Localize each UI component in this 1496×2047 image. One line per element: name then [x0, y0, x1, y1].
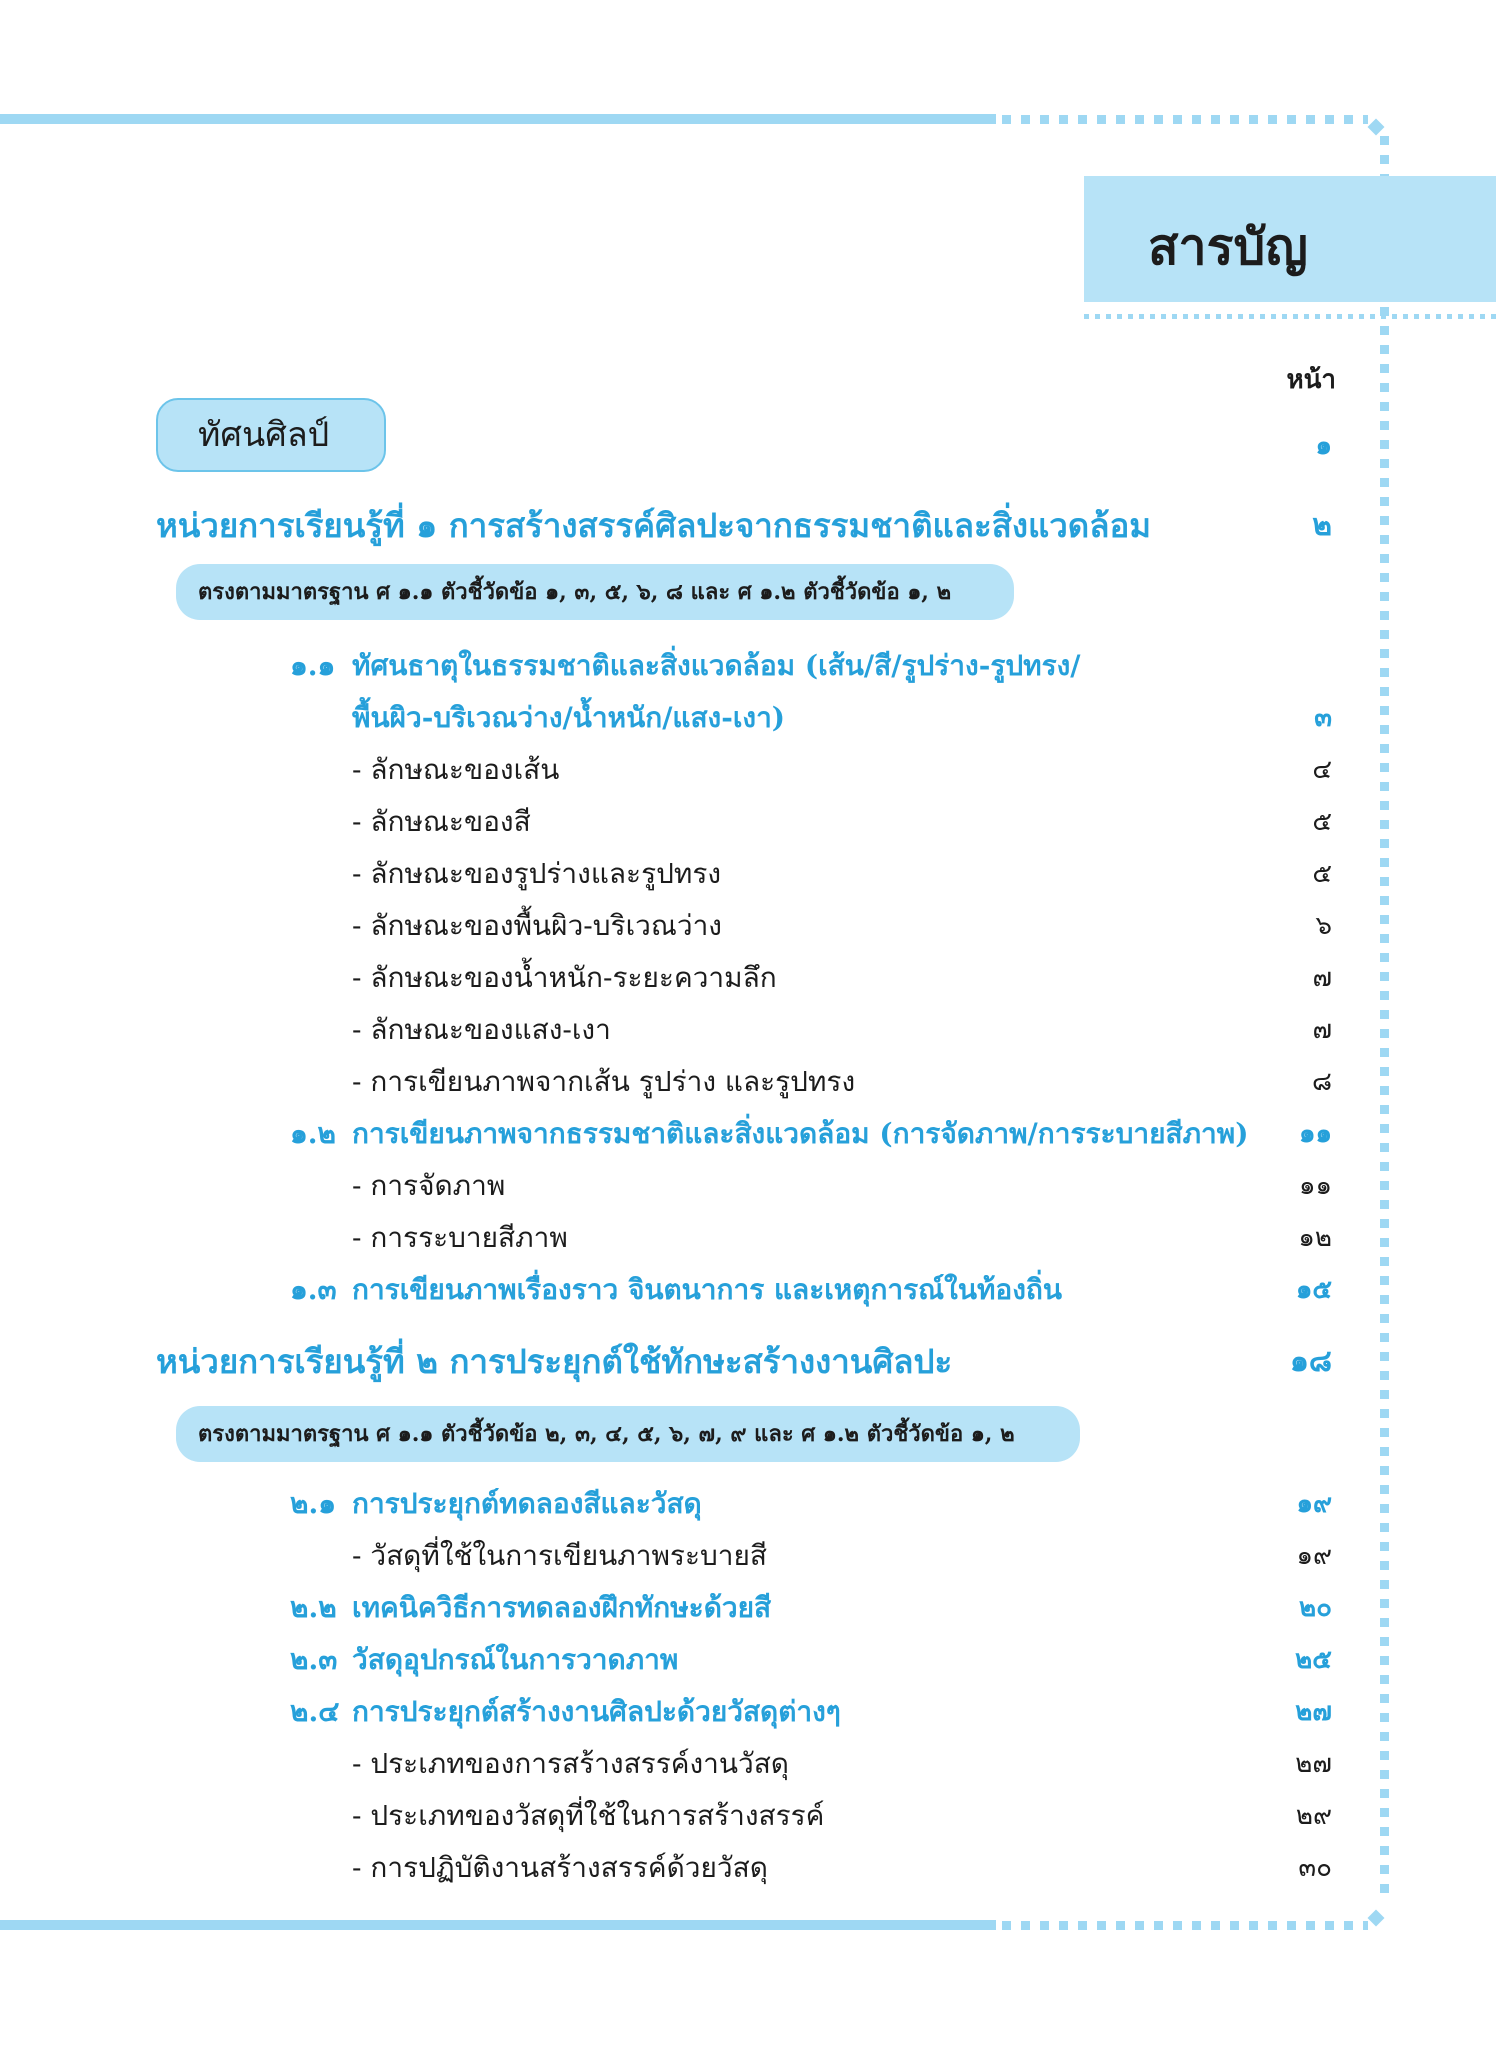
- top-border-bar: [0, 114, 996, 124]
- subsection-2-3-page: ๒๕: [1295, 1645, 1332, 1675]
- top-corner-marker: [1368, 119, 1385, 136]
- list-item-page: ๖: [1315, 911, 1332, 941]
- list-item[interactable]: - การจัดภาพ: [352, 1169, 506, 1202]
- bottom-corner-marker: [1368, 1910, 1385, 1927]
- list-item[interactable]: - ลักษณะของรูปร่างและรูปทรง: [352, 857, 722, 890]
- list-item-page: ๗: [1312, 963, 1332, 993]
- unit-1-page: ๒: [1312, 508, 1332, 543]
- subsection-1-1-page: ๓: [1314, 703, 1332, 733]
- subsection-number: ๒.๒: [290, 1591, 337, 1624]
- list-item[interactable]: - ลักษณะของเส้น: [352, 753, 560, 786]
- subsection-number: ๒.๔: [290, 1695, 340, 1728]
- list-item-page: ๑๒: [1298, 1223, 1332, 1253]
- page-title: สารบัญ: [1148, 218, 1308, 276]
- section-page: ๑: [1315, 431, 1332, 461]
- subsection-2-2-page: ๒๐: [1298, 1593, 1332, 1623]
- list-item[interactable]: - ลักษณะของพื้นผิว-บริเวณว่าง: [352, 909, 722, 942]
- list-item[interactable]: - ประเภทของการสร้างสรรค์งานวัสดุ: [352, 1747, 789, 1780]
- list-item[interactable]: - ลักษณะของแสง-เงา: [352, 1013, 611, 1046]
- list-item-page: ๒๙: [1295, 1801, 1332, 1831]
- subsection-1-2-page: ๑๑: [1298, 1119, 1332, 1149]
- subsection-2-4-title[interactable]: การประยุกต์สร้างงานศิลปะด้วยวัสดุต่างๆ: [352, 1695, 841, 1728]
- bottom-border-bar: [0, 1920, 996, 1930]
- list-item[interactable]: - การระบายสีภาพ: [352, 1221, 568, 1254]
- subsection-2-2-title[interactable]: เทคนิควิธีการทดลองฝึกทักษะด้วยสี: [352, 1591, 772, 1624]
- subsection-1-2-title[interactable]: การเขียนภาพจากธรรมชาติและสิ่งแวดล้อม (การจัดภาพ/การระบายสีภาพ): [352, 1117, 1249, 1150]
- list-item[interactable]: - การเขียนภาพจากเส้น รูปร่าง และรูปทรง: [352, 1065, 856, 1098]
- subsection-number: ๑.๓: [290, 1273, 337, 1306]
- list-item-page: ๓๐: [1298, 1853, 1332, 1883]
- subsection-2-1-title[interactable]: การประยุกต์ทดลองสีและวัสดุ: [352, 1487, 702, 1520]
- subsection-number: ๑.๒: [290, 1117, 336, 1150]
- list-item-page: ๕: [1312, 859, 1332, 889]
- top-border-dots: [1002, 115, 1368, 124]
- section-label: ทัศนศิลป์: [198, 415, 330, 455]
- subsection-2-3-title[interactable]: วัสดุอุปกรณ์ในการวาดภาพ: [352, 1643, 679, 1676]
- list-item[interactable]: - ลักษณะของสี: [352, 805, 531, 838]
- list-item-page: ๕: [1312, 807, 1332, 837]
- subsection-2-1-page: ๑๙: [1296, 1489, 1332, 1519]
- subsection-1-1-title-line2[interactable]: พื้นผิว-บริเวณว่าง/น้ำหนัก/แสง-เงา): [352, 701, 786, 734]
- list-item[interactable]: - วัสดุที่ใช้ในการเขียนภาพระบายสี: [352, 1539, 767, 1572]
- subsection-1-3-title[interactable]: การเขียนภาพเรื่องราว จินตนาการ และเหตุการณ์ในท้องถิ่น: [352, 1273, 1062, 1306]
- list-item[interactable]: - ประเภทของวัสดุที่ใช้ในการสร้างสรรค์: [352, 1799, 825, 1832]
- right-border-dots: [1380, 136, 1389, 1902]
- list-item-page: ๒๗: [1295, 1749, 1332, 1779]
- unit-1-standard: ตรงตามมาตรฐาน ศ ๑.๑ ตัวชี้วัดข้อ ๑, ๓, ๕, ๖, ๘ และ ศ ๑.๒ ตัวชี้วัดข้อ ๑, ๒: [198, 579, 952, 605]
- unit-2-title[interactable]: หน่วยการเรียนรู้ที่ ๒ การประยุกต์ใช้ทักษะสร้างงานศิลปะ: [156, 1342, 953, 1381]
- subsection-number: ๑.๑: [290, 649, 336, 682]
- unit-2-page: ๑๘: [1289, 1344, 1332, 1379]
- list-item-page: ๘: [1311, 1067, 1332, 1097]
- list-item-page: ๑๑: [1298, 1171, 1332, 1201]
- title-underline-dots: [1084, 314, 1496, 319]
- subsection-2-4-page: ๒๗: [1295, 1697, 1332, 1727]
- subsection-1-3-page: ๑๕: [1295, 1275, 1332, 1305]
- list-item[interactable]: - การปฏิบัติงานสร้างสรรค์ด้วยวัสดุ: [352, 1851, 768, 1884]
- bottom-border-dots: [1002, 1921, 1368, 1930]
- subsection-1-1-title-line1[interactable]: ทัศนธาตุในธรรมชาติและสิ่งแวดล้อม (เส้น/สี/รูปร่าง-รูปทรง/: [352, 649, 1081, 682]
- unit-1-title[interactable]: หน่วยการเรียนรู้ที่ ๑ การสร้างสรรค์ศิลปะจากธรรมชาติและสิ่งแวดล้อม: [156, 506, 1152, 545]
- list-item-page: ๑๙: [1296, 1541, 1332, 1571]
- list-item[interactable]: - ลักษณะของน้ำหนัก-ระยะความลึก: [352, 961, 777, 994]
- list-item-page: ๗: [1312, 1015, 1332, 1045]
- list-item-page: ๔: [1312, 755, 1332, 785]
- unit-2-standard: ตรงตามมาตรฐาน ศ ๑.๑ ตัวชี้วัดข้อ ๒, ๓, ๔, ๕, ๖, ๗, ๙ และ ศ ๑.๒ ตัวชี้วัดข้อ ๑, ๒: [198, 1421, 1015, 1447]
- subsection-number: ๒.๑: [290, 1487, 336, 1520]
- subsection-number: ๒.๓: [290, 1643, 338, 1676]
- page-column-label: หน้า: [1286, 365, 1336, 395]
